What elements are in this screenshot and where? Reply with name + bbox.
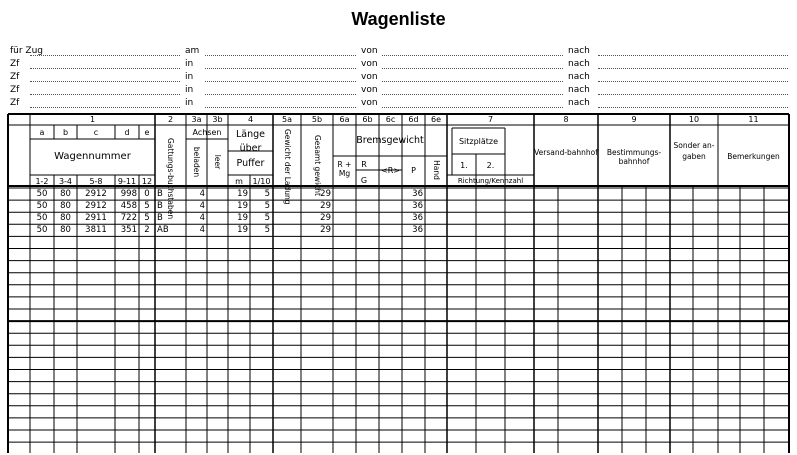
header-label: 1	[89, 115, 96, 124]
header-label: Richtung/Kennzahl	[457, 177, 524, 185]
table-cell: 29	[320, 213, 331, 224]
table-cell: 50	[36, 225, 48, 236]
header-label: 3a	[191, 115, 202, 124]
header-label: Bestimmungs-bahnhof	[606, 148, 662, 166]
table-cell: 80	[60, 189, 71, 199]
table-cell: 722	[120, 213, 137, 224]
table-cell: 80	[60, 225, 71, 236]
header-label: Bemerkungen	[727, 152, 780, 161]
gesamtgewicht-label: Gesamt gewicht	[313, 135, 322, 196]
header-label: 1/10	[252, 177, 271, 186]
table-cell: 36	[412, 189, 423, 199]
table-cell: 2	[144, 225, 150, 236]
table-cell: 4	[199, 225, 205, 236]
table-cell: 4	[199, 201, 205, 212]
table-cell: 50	[36, 201, 48, 212]
table-cell: 5	[264, 201, 270, 212]
table-cell: B	[157, 189, 163, 199]
table-cell: 80	[60, 201, 71, 212]
header-label: 5-8	[89, 177, 103, 186]
table-cell: 19	[237, 225, 248, 236]
header-row-to-label: nach	[568, 46, 590, 56]
header-label: 1.	[460, 161, 468, 170]
table-cell: 4	[199, 213, 205, 224]
header-label: R + Mg	[337, 160, 352, 178]
hand-label: Hand	[432, 160, 441, 180]
leer-label: leer	[213, 154, 222, 170]
header-row-mid-label: in	[185, 85, 194, 95]
header-label: Sitzplätze	[458, 137, 499, 146]
header-label: 3b	[212, 115, 223, 124]
header-label: Sonder an-gaben	[673, 141, 715, 161]
header-label: 6b	[362, 115, 373, 124]
table-cell: B	[157, 201, 163, 212]
header-label: a	[39, 128, 45, 137]
table-cell: AB	[157, 225, 169, 236]
header-label: c	[93, 128, 99, 137]
table-cell: 50	[36, 189, 48, 199]
header-label: 12	[141, 177, 153, 186]
header-label: 6e	[430, 115, 441, 124]
wagennummer-label: Wagennummer	[54, 151, 131, 162]
header-label: 5b	[311, 115, 323, 124]
table-cell: 4	[199, 189, 205, 199]
table-cell: 0	[144, 189, 150, 199]
header-row-label: Zf	[10, 59, 20, 69]
header-row-label: Zf	[10, 72, 20, 82]
beladen-label: beladen	[192, 146, 201, 178]
table-cell: 36	[412, 225, 423, 236]
table-cell: 29	[320, 201, 331, 212]
table-cell: 5	[264, 189, 270, 199]
page-title: Wagenliste	[351, 9, 446, 29]
table-cell: 19	[237, 213, 248, 224]
header-label: 9-11	[117, 177, 137, 186]
header-label: R	[361, 160, 367, 169]
header-label: 3-4	[58, 177, 73, 186]
table-cell: 5	[144, 201, 150, 212]
table-cell: 998	[120, 189, 137, 199]
header-label: 6c	[385, 115, 396, 124]
bremsgewicht-label: Bremsgewicht	[356, 135, 424, 146]
header-label: b	[62, 128, 69, 137]
table-cell: 458	[120, 201, 137, 212]
header-label: 8	[563, 115, 569, 124]
header-row-mid-label: in	[185, 72, 194, 82]
table-cell: 2911	[85, 213, 107, 224]
header-label: 5a	[282, 115, 292, 124]
table-cell: 29	[320, 225, 331, 236]
table-cell: 19	[237, 189, 248, 199]
table-cell: 19	[237, 201, 248, 212]
header-row-mid-label: am	[185, 46, 200, 56]
table-cell: 80	[60, 213, 71, 224]
gewicht-ladung-label: Gewicht der Ladung	[283, 129, 292, 205]
header-label: <R>	[381, 166, 400, 175]
table-cell: 3811	[85, 225, 107, 236]
table-cell: 5	[144, 213, 150, 224]
header-row-to-label: nach	[568, 59, 590, 69]
table-cell: 29	[320, 189, 331, 199]
table-cell: 36	[412, 213, 423, 224]
table-cell: 36	[412, 201, 423, 212]
header-label: 7	[487, 115, 494, 124]
header-row-label: Zf	[10, 98, 20, 108]
table-cell: 2912	[85, 201, 107, 212]
header-label: 2	[167, 115, 174, 124]
header-row-to-label: nach	[568, 85, 590, 95]
header-row-label: Zf	[10, 85, 20, 95]
table-cell: B	[157, 213, 163, 224]
header-label: 10	[688, 115, 700, 124]
header-label: d	[124, 128, 130, 137]
header-label: m	[235, 177, 243, 186]
header-label: Achsen	[192, 128, 222, 137]
header-label: P	[411, 166, 416, 175]
header-label: e	[144, 128, 150, 137]
header-label: Versand-bahnhof	[534, 148, 598, 157]
header-label: Puffer	[236, 158, 265, 169]
header-label: 6d	[408, 115, 419, 124]
header-row-from-label: von	[361, 85, 378, 95]
header-row-mid-label: in	[185, 59, 194, 69]
table-cell: 5	[264, 225, 270, 236]
header-row-from-label: von	[361, 46, 378, 56]
table-cell: 5	[264, 213, 270, 224]
header-row-mid-label: in	[185, 98, 194, 108]
gattung-label: Gattungs-buchstaben	[166, 138, 175, 220]
header-row-to-label: nach	[568, 72, 590, 82]
header-row-to-label: nach	[568, 98, 590, 108]
header-label: 9	[631, 115, 637, 124]
table-cell: 2912	[85, 189, 107, 199]
header-row-label: für Zug	[10, 46, 44, 56]
table-cell: 351	[120, 225, 137, 236]
header-label: 4	[247, 115, 254, 124]
header-label: über	[239, 143, 262, 154]
header-label: 11	[748, 115, 759, 124]
header-label: 2.	[486, 161, 495, 170]
header-label: Länge	[235, 129, 265, 140]
header-row-from-label: von	[361, 72, 378, 82]
header-label: G	[360, 176, 368, 185]
header-label: 1-2	[35, 177, 49, 186]
header-label: 6a	[339, 115, 350, 124]
table-cell: 50	[36, 213, 48, 224]
header-row-from-label: von	[361, 98, 378, 108]
header-row-from-label: von	[361, 59, 378, 69]
